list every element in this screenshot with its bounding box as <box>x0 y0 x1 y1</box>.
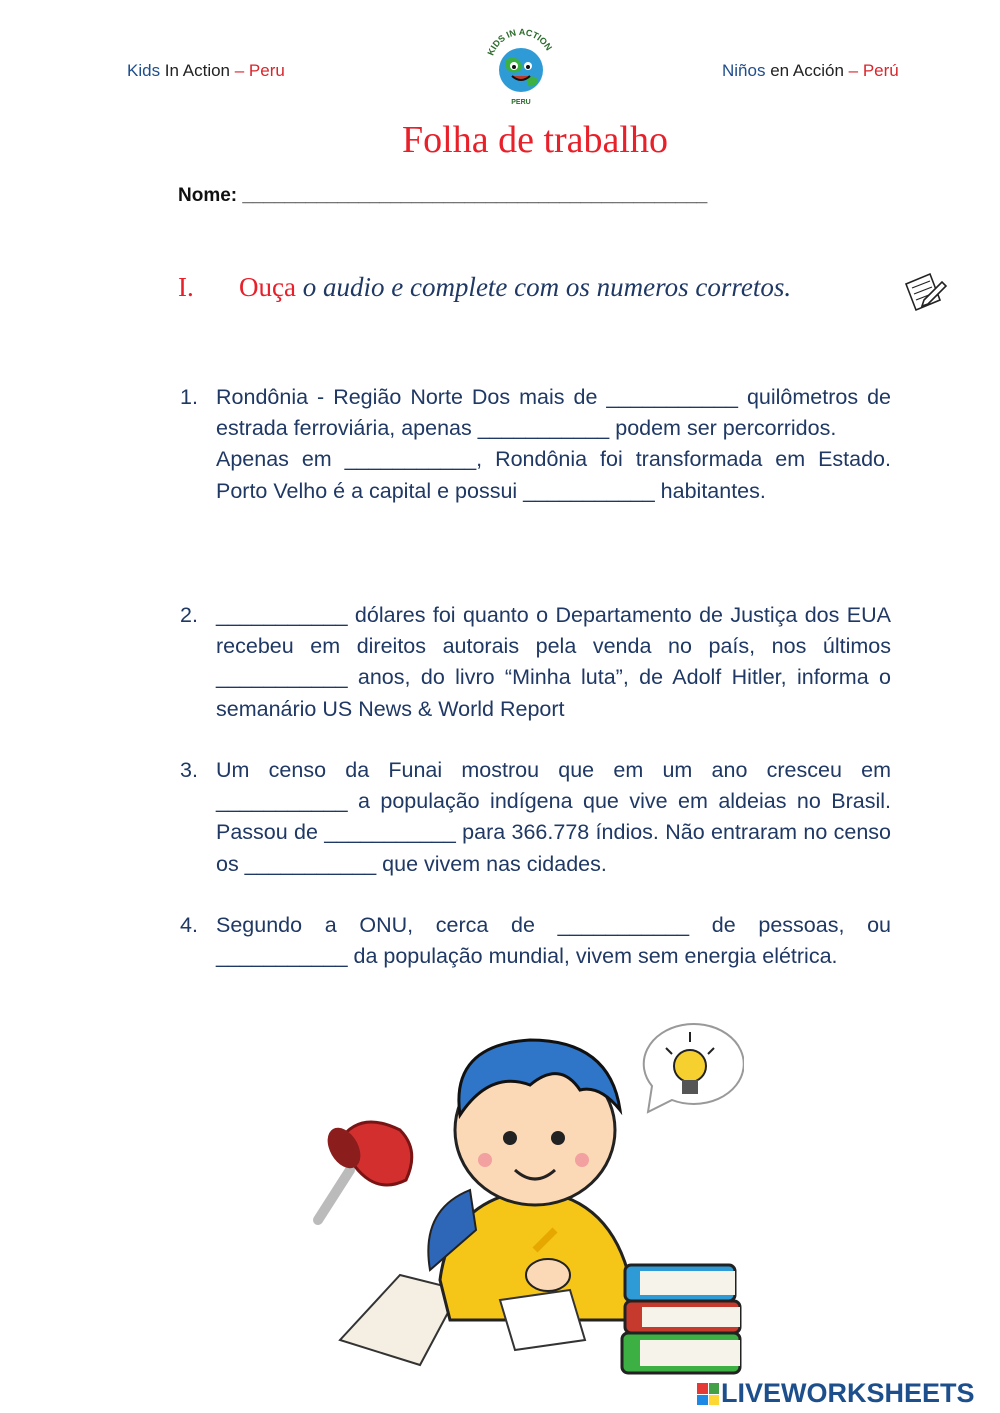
list-item <box>180 382 891 507</box>
list-item <box>180 910 891 972</box>
item-text: Segundo a ONU, cerca de ___________ de pessoas, ou ___________ da população mundial, vivem sem energia elétrica. <box>216 913 891 969</box>
item-number: 2. <box>180 603 198 627</box>
section-first-word: Ouça <box>239 272 296 302</box>
item-number: 3. <box>180 758 198 782</box>
logo-text-mid: PERU <box>511 99 531 106</box>
list-item <box>180 755 891 880</box>
name-label: Nome: <box>178 185 238 206</box>
name-blank[interactable]: ____________________________________________ <box>242 185 708 206</box>
header-right <box>722 61 899 81</box>
header-right-part2: en Acción <box>765 61 849 80</box>
lightbulb-icon <box>628 1022 744 1114</box>
section-heading <box>178 272 791 303</box>
header-left-part3: – Peru <box>234 61 285 80</box>
globe-logo-icon <box>476 22 566 110</box>
section-instruction: o audio e complete com os numeros corretos. <box>295 272 792 302</box>
item-text: ___________ dólares foi quanto o Departamento de Justiça dos EUA recebeu em direitos autorais pela venda no país, nos últimos ___________ anos, do livro “Minha luta”, de Adolf Hitler, informa o semanário US News & World Report <box>216 603 891 721</box>
list-item <box>180 600 891 725</box>
item-number: 1. <box>180 385 198 409</box>
item-text: Rondônia - Região Norte Dos mais de ___________ quilômetros de estrada ferroviária, apenas ___________ podem ser percorridos. <box>216 385 891 441</box>
header-left <box>127 61 285 81</box>
header-left-part2: In Action <box>160 61 235 80</box>
item-number: 4. <box>180 913 198 937</box>
item-text: Apenas em ___________, Rondônia foi transformada em Estado. Porto Velho é a capital e possui ___________ habitantes. <box>216 447 891 503</box>
header-left-part1: Kids <box>127 61 161 80</box>
section-number: I. <box>178 272 194 302</box>
liveworksheets-watermark <box>697 1380 993 1410</box>
item-text: Um censo da Funai mostrou que em um ano cresceu em ___________ a população indígena que vive em aldeias no Brasil. Passou de ___________ para 366.778 índios. Não entraram no censo os ___________ que vivem nas cidades. <box>216 758 891 876</box>
watermark-text: LIVEWORKSHEETS <box>721 1378 975 1408</box>
pencil-paper-icon <box>902 270 948 312</box>
watermark-logo-icon <box>697 1383 719 1405</box>
header-right-part3: – Perú <box>848 61 899 80</box>
name-field[interactable] <box>178 185 707 207</box>
page-title: Folha de trabalho <box>402 119 668 161</box>
header-right-part1: Niños <box>722 61 766 80</box>
logo-text-top: KIDS IN ACTION <box>485 26 554 57</box>
